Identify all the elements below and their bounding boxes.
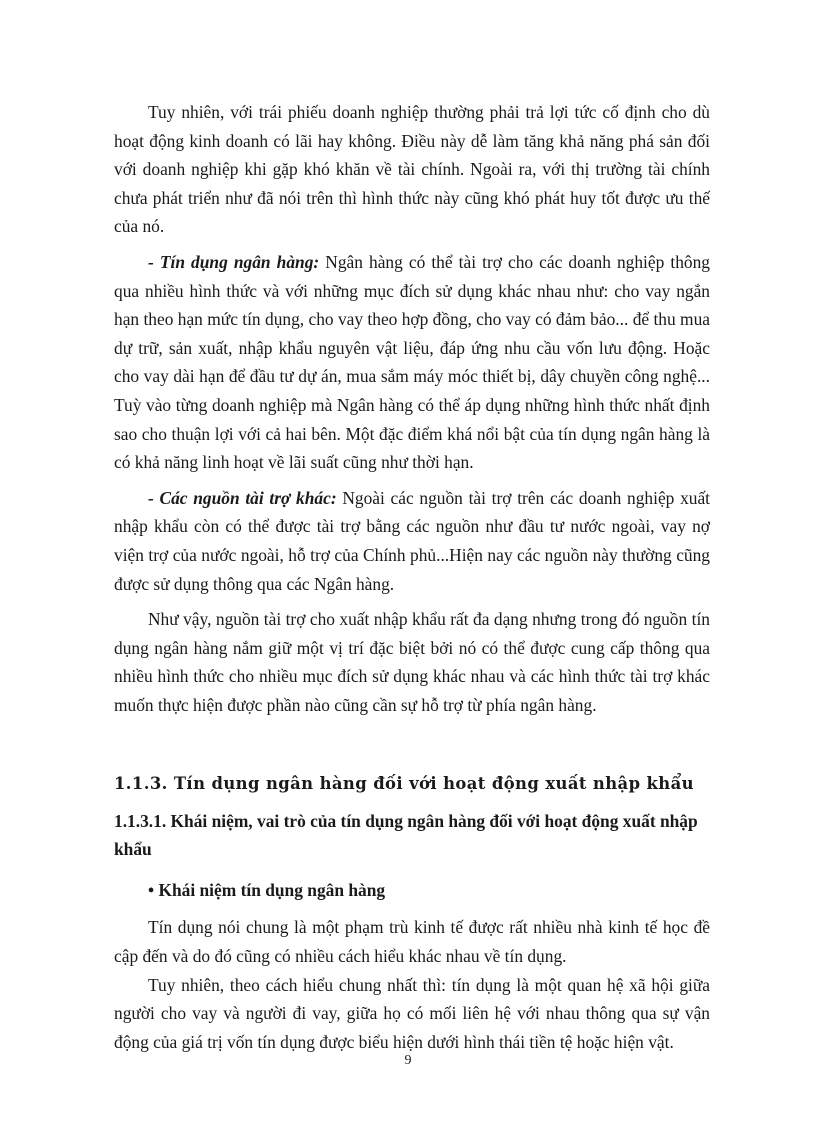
label-other-sources: - Các nguồn tài trợ khác: bbox=[148, 487, 337, 508]
paragraph-credit-definition: Tuy nhiên, theo cách hiểu chung nhất thì: tín dụng là một quan hệ xã hội giữa người cho vay và người đi vay, giữa họ có mối liên hệ với nhau thông qua sự vận động của giá trị vốn tín dụng được biểu hiện dưới hình thái tiền tệ hoặc hiện vật. bbox=[114, 974, 710, 1052]
bullet-icon: • bbox=[148, 880, 155, 901]
paragraph-other-sources bbox=[114, 484, 710, 598]
paragraph-bond-risk: Tuy nhiên, với trái phiếu doanh nghiệp thường phải trả lợi tức cố định cho dù hoạt động kinh doanh có lãi hay không. Điều này dễ làm tăng khả năng phá sản đối với doanh nghiệp khi gặp khó khăn về tài chính. Ngoài ra, với thị trường tài chính chưa phát triển như đã nói trên thì hình thức này cũng khó phát huy tốt được ưu thế của nó. bbox=[114, 102, 710, 237]
bullet-heading-text: Khái niệm tín dụng ngân hàng bbox=[154, 880, 386, 901]
bullet-heading-credit-concept bbox=[148, 880, 710, 901]
document-body bbox=[114, 98, 710, 1063]
heading-1-1-3: 1.1.3. Tín dụng ngân hàng đối với hoạt động xuất nhập khẩu bbox=[114, 774, 694, 794]
heading-1-1-3-1: 1.1.3.1. Khái niệm, vai trò của tín dụng ngân hàng đối với hoạt động xuất nhập khẩu bbox=[114, 811, 698, 860]
page-number: 9 bbox=[404, 1053, 412, 1068]
text-bank-credit: Ngân hàng có thể tài trợ cho các doanh nghiệp thông qua nhiều hình thức và với những mục đích sử dụng khác nhau như: cho vay ngắn hạn theo hạn mức tín dụng, cho vay theo hợp đồng, cho vay có đảm bảo... để thu mua dự trữ, sản xuất, nhập khẩu nguyên vật liệu, đáp ứng nhu cầu vốn lưu động. Hoặc cho vay dài hạn để đầu tư dự án, mua sắm máy móc thiết bị, dây chuyền công nghệ... Tuỳ vào từng doanh nghiệp mà Ngân hàng có thể áp dụng những hình thức nhất định sao cho thuận lợi với cả hai bên. Một đặc điểm khá nổi bật của tín dụng ngân hàng là có khả năng linh hoạt về lãi suất cũng như thời hạn. bbox=[114, 251, 710, 473]
label-bank-credit: - Tín dụng ngân hàng: bbox=[148, 251, 320, 272]
paragraph-bank-credit bbox=[114, 248, 710, 477]
paragraph-summary: Như vậy, nguồn tài trợ cho xuất nhập khẩu rất đa dạng nhưng trong đó nguồn tín dụng ngân hàng nắm giữ một vị trí đặc biệt bởi nó có thể được cung cấp thông qua nhiều hình thức cho nhiều mục đích sử dụng khác nhau và các hình thức tài trợ khác muốn thực hiện được phần nào cũng cần sự hỗ trợ từ phía ngân hàng. bbox=[114, 609, 710, 715]
text-other-sources: Ngoài các nguồn tài trợ trên các doanh nghiệp xuất nhập khẩu còn có thể được tài trợ bằng các nguồn như đầu tư nước ngoài, vay nợ viện trợ của nước ngoài, hỗ trợ của Chính phủ...Hiện nay các nguồn này thường cũng được sử dụng thông qua các Ngân hàng. bbox=[114, 487, 711, 594]
paragraph-credit-general: Tín dụng nói chung là một phạm trù kinh tế được rất nhiều nhà kinh tế học đề cập đến và do đó cũng có nhiều cách hiểu khác nhau về tín dụng. bbox=[114, 917, 710, 967]
